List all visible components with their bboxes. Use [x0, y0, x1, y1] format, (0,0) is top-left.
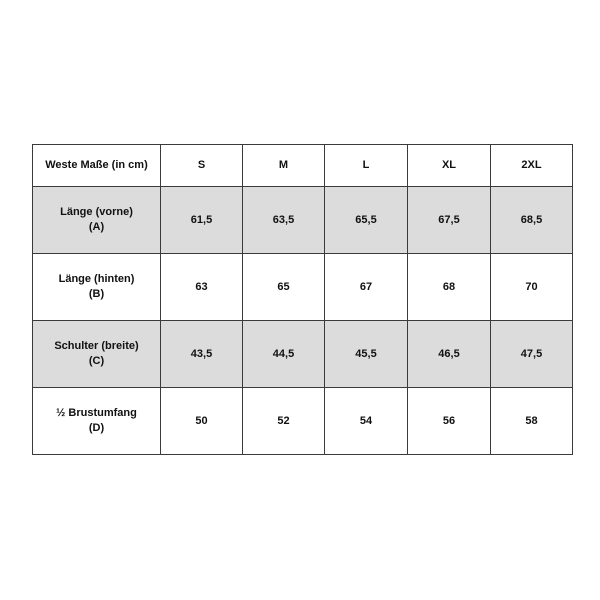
value-cell: 50 — [161, 388, 243, 455]
table-row-laenge-hinten — [33, 254, 573, 321]
header-cell-size-xl: XL — [408, 145, 491, 187]
table-header-row — [33, 145, 573, 187]
value-cell: 45,5 — [325, 321, 408, 388]
value-cell: 43,5 — [161, 321, 243, 388]
row-label-cell — [33, 187, 161, 254]
value-cell: 56 — [408, 388, 491, 455]
row-label-cell — [33, 254, 161, 321]
value-cell: 58 — [491, 388, 573, 455]
row-label-line1: ½ Brustumfang — [56, 407, 137, 419]
row-label-line2: (D) — [88, 422, 105, 434]
value-cell: 65,5 — [325, 187, 408, 254]
value-cell: 47,5 — [491, 321, 573, 388]
value-cell: 67 — [325, 254, 408, 321]
header-cell-size-2xl: 2XL — [491, 145, 573, 187]
value-cell: 46,5 — [408, 321, 491, 388]
value-cell: 63,5 — [243, 187, 325, 254]
value-cell: 61,5 — [161, 187, 243, 254]
header-cell-size-m: M — [243, 145, 325, 187]
value-cell: 52 — [243, 388, 325, 455]
row-label-line1: Schulter (breite) — [54, 340, 139, 352]
row-label-line2: (C) — [88, 355, 105, 367]
value-cell: 68,5 — [491, 187, 573, 254]
value-cell: 65 — [243, 254, 325, 321]
row-label-cell — [33, 321, 161, 388]
size-chart-table-container — [32, 144, 572, 455]
table-row-laenge-vorne — [33, 187, 573, 254]
value-cell: 63 — [161, 254, 243, 321]
value-cell: 68 — [408, 254, 491, 321]
header-cell-measure-title: Weste Maße (in cm) — [33, 145, 161, 187]
row-label-line2: (A) — [88, 221, 105, 233]
row-label-line1: Länge (hinten) — [58, 273, 135, 285]
header-cell-size-s: S — [161, 145, 243, 187]
row-label-cell — [33, 388, 161, 455]
row-label-line1: Länge (vorne) — [60, 206, 133, 218]
table-row-brustumfang — [33, 388, 573, 455]
value-cell: 67,5 — [408, 187, 491, 254]
value-cell: 44,5 — [243, 321, 325, 388]
table-row-schulter-breite — [33, 321, 573, 388]
size-chart-table — [32, 144, 573, 455]
value-cell: 70 — [491, 254, 573, 321]
value-cell: 54 — [325, 388, 408, 455]
row-label-line2: (B) — [88, 288, 105, 300]
header-cell-size-l: L — [325, 145, 408, 187]
